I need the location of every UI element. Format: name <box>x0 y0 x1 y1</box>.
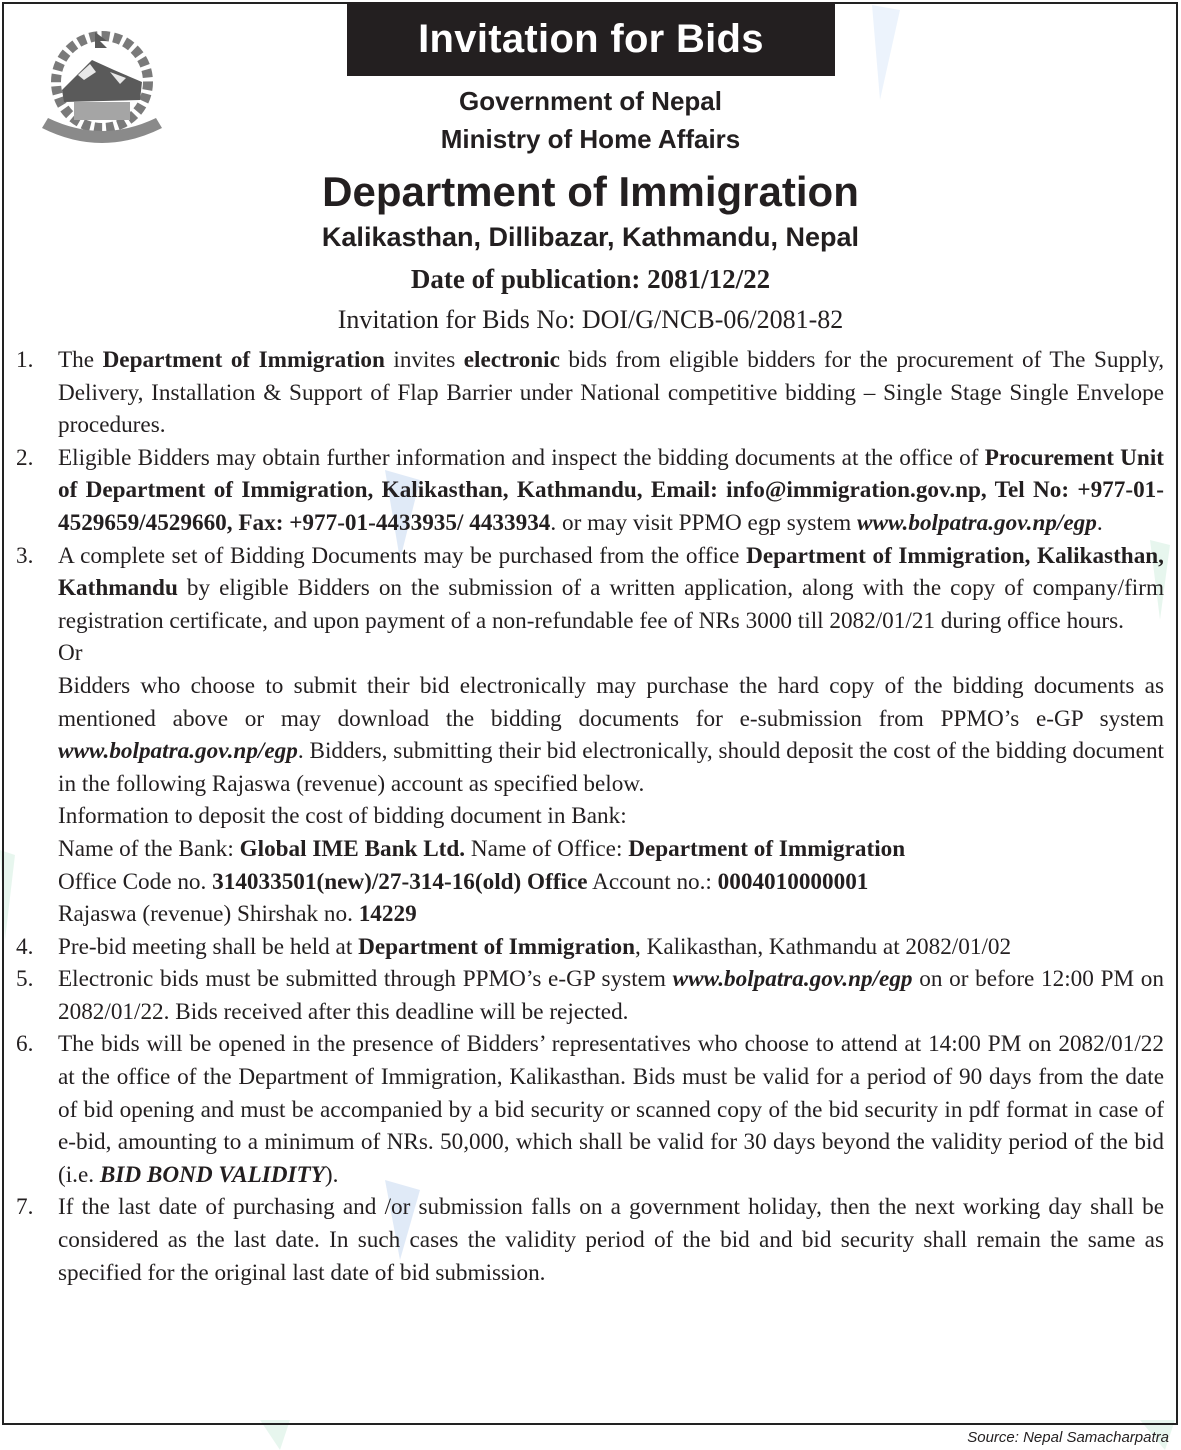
office-code-line <box>58 866 1164 899</box>
clause-text: A complete set of Bidding Documents may be purchased from the office Department of Immigration, Kalikasthan, Kathmandu by eligible Bidders on the submission of a written application, along with the copy of company/firm registration certificate, and upon payment of a non-refundable fee of NRs 3000 till 2082/01/21 during office hours. <box>58 542 1164 634</box>
office-code-label: Office Code no. <box>58 868 213 895</box>
government-name: Government of Nepal <box>459 86 722 116</box>
clause-5 <box>16 963 1164 1028</box>
bank-info-line <box>58 833 1164 866</box>
or-separator: Or <box>58 640 83 667</box>
clause-number: 1. <box>16 347 34 373</box>
clause-number: 7. <box>16 1194 34 1221</box>
clause-text: Electronic bids must be submitted through PPMO’s e-GP system www.bolpatra.gov.np/egp on or before 12:00 PM on 2082/01/22. Bids received after this deadline will be rejected. <box>58 966 1164 1025</box>
office-label: Name of Office: <box>465 835 629 862</box>
source-credit: Source: Nepal Samacharpatra <box>967 1429 1169 1446</box>
egp-link[interactable]: www.bolpatra.gov.np/egp <box>857 509 1097 536</box>
clause-text: If the last date of purchasing and /or submission falls on a government holiday, then the next working day shall be considered as the last date. In such cases the validity period of the bid and bid security shall remain the same as specified for the original last date of bid submission. <box>58 1194 1164 1286</box>
clause-number: 6. <box>16 1031 34 1058</box>
egp-link[interactable]: www.bolpatra.gov.np/egp <box>58 738 298 765</box>
emphasis-text: BID BOND VALIDITY <box>99 1161 325 1188</box>
clause-4 <box>16 931 1164 964</box>
department-name: Department of Immigration <box>322 168 859 215</box>
office-code-value: 314033501(new)/27-314-16(old) Office <box>212 868 588 895</box>
shirshak-label: Rajaswa (revenue) Shirshak no. <box>58 901 359 928</box>
clause-number: 2. <box>16 444 34 471</box>
clause-3 <box>16 540 1164 931</box>
clause-number: 5. <box>16 966 34 993</box>
department-address: Kalikasthan, Dillibazar, Kathmandu, Nepal <box>321 222 860 252</box>
shirshak-number: 14229 <box>358 901 417 928</box>
clause-text: Eligible Bidders may obtain further information and inspect the bidding documents at the office of Procurement Unit of Department of Immigration, Kalikasthan, Kathmandu, Email: info@immigration.gov.np, Tel No: +977-01-4529659/4529660, Fax: +977-01-4433935/ 4433934. or may visit PPMO egp system www.bolpatra.gov.np/egp. <box>58 444 1164 536</box>
clause-6 <box>16 1028 1164 1191</box>
bold-text: Department of Immigration <box>358 933 635 960</box>
bold-text: electronic <box>463 347 560 373</box>
account-number: 0004010000001 <box>717 868 869 895</box>
bank-name: Global IME Bank Ltd. <box>239 835 466 862</box>
bank-info-heading: Information to deposit the cost of bidding document in Bank: <box>58 803 627 830</box>
bold-text: Department of Immigration, Kalikasthan, Kathmandu <box>58 542 1164 602</box>
clause-number: 3. <box>16 542 34 569</box>
ifb-number: Invitation for Bids No: DOI/G/NCB-06/2081-82 <box>337 305 844 334</box>
clause-text: Pre-bid meeting shall be held at Department of Immigration, Kalikasthan, Kathmandu at 2082/01/02 <box>58 933 1012 960</box>
account-label: Account no.: <box>587 868 718 895</box>
clause-2 <box>16 442 1164 540</box>
ministry-name: Ministry of Home Affairs <box>440 124 741 154</box>
electronic-submission-text: Bidders who choose to submit their bid electronically may purchase the hard copy of the bidding documents as mentioned above or may download the bidding documents for e-submission from PPMO’s e-GP system www.bolpatra.gov.np/egp. Bidders, submitting their bid electronically, should deposit the cost of the bidding document in the following Rajaswa (revenue) account as specified below. <box>58 672 1164 797</box>
notice-title: Invitation for Bids <box>347 2 835 76</box>
shirshak-line <box>58 898 1164 931</box>
egp-link[interactable]: www.bolpatra.gov.np/egp <box>672 966 913 993</box>
clause-text: The Department of Immigration invites electronic bids from eligible bidders for the procurement of The Supply, Delivery, Installation & Support of Flap Barrier under National competitive bidding – Single Stage Single Envelope procedures. <box>58 347 1164 439</box>
bold-text: Procurement Unit of Department of Immigration, Kalikasthan, Kathmandu, Email: info@immigration.gov.np, Tel No: +977-01-4529659/4529660, Fax: +977-01-4433935/ 4433934 <box>58 444 1164 536</box>
bold-text: Department of Immigration <box>102 347 385 373</box>
bank-label: Name of the Bank: <box>58 835 240 862</box>
notice-body <box>16 344 1164 1289</box>
publication-date: Date of publication: 2081/12/22 <box>410 264 771 294</box>
clause-text: The bids will be opened in the presence of Bidders’ representatives who choose to attend at 14:00 PM on 2082/01/22 at the office of the Department of Immigration, Kalikasthan. Bids must be valid for a period of 90 days from the date of bid opening and must be accompanied by a bid security or scanned copy of the bid security in pdf format in case of e-bid, amounting to a minimum of NRs. 50,000, which shall be valid for 30 days beyond the validity period of the bid (i.e. BID BOND VALIDITY). <box>58 1031 1164 1188</box>
office-name: Department of Immigration <box>628 835 906 862</box>
clause-number: 4. <box>16 933 34 960</box>
clause-7 <box>16 1191 1164 1289</box>
clause-1 <box>16 344 1164 442</box>
